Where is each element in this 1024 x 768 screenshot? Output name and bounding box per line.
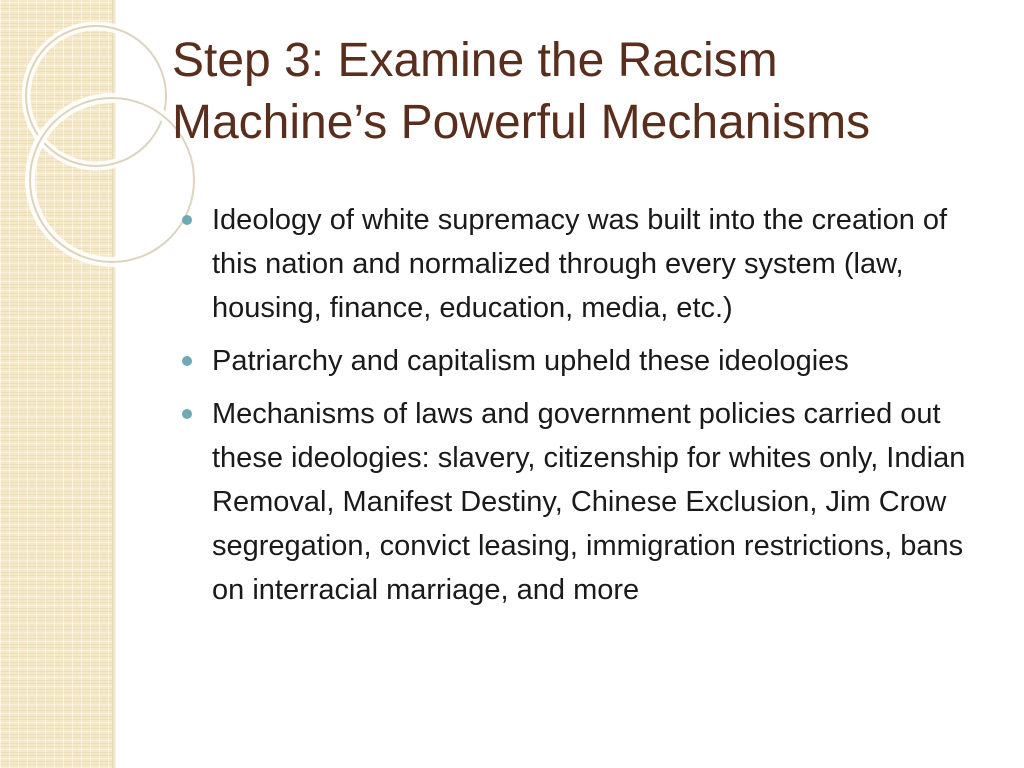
bullet-dot-icon	[182, 356, 192, 366]
slide-title: Step 3: Examine the Racism Machine’s Powerful Mechanisms	[172, 34, 871, 149]
bullet-item	[180, 392, 980, 612]
bullet-item	[180, 198, 980, 330]
bullet-text: Mechanisms of laws and government policies carried out these ideologies: slavery, citizenship for whites only, Indian Removal, Manifest Destiny, Chinese Exclusion, Jim Crow segregation, convict leasing, immigration restrictions, bans on interracial marriage, and more	[212, 398, 966, 606]
bullet-list	[180, 198, 980, 621]
bullet-item	[180, 339, 980, 383]
bullet-dot-icon	[182, 215, 192, 225]
bullet-dot-icon	[182, 409, 192, 419]
bullet-text: Ideology of white supremacy was built into the creation of this nation and normalized through every system (law, housing, finance, education, media, etc.)	[212, 204, 948, 324]
decorative-rings-icon	[0, 0, 200, 280]
bullet-text: Patriarchy and capitalism upheld these ideologies	[212, 345, 849, 377]
